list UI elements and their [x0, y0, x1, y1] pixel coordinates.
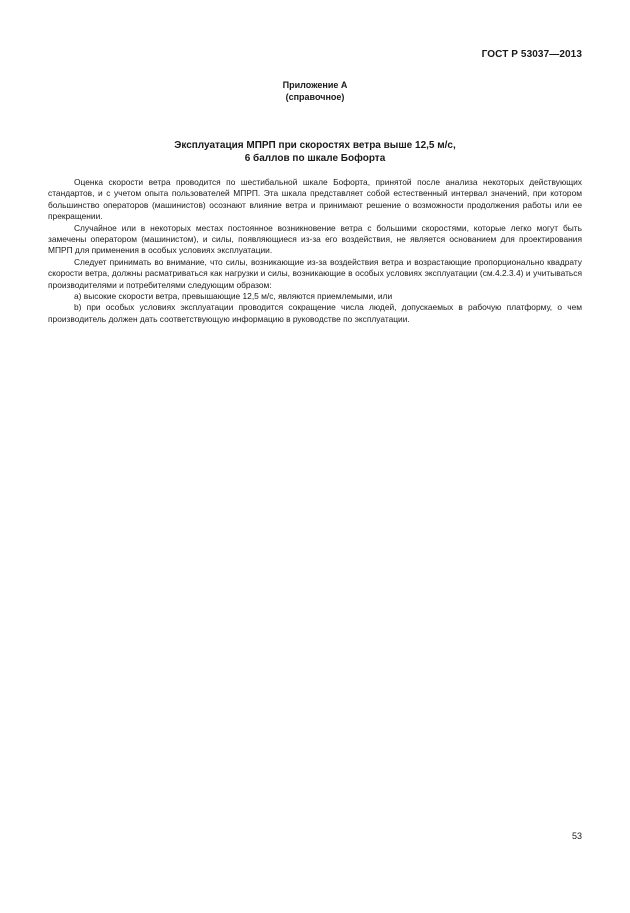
list-item-b: b) при особых условиях эксплуатации проводится сокращение числа людей, допускаемых в рабочую платформу, о чем производитель должен дать соответствующую информацию в руководстве по эксплуатации.	[48, 302, 582, 324]
list-item-a: а) высокие скорости ветра, превышающие 12,5 м/с, являются приемлемыми, или	[74, 291, 393, 302]
paragraph-wind-scale: Оценка скорости ветра проводится по шестибальной шкале Бофорта, принятой после анализа некоторых действующих стандартов, и с учетом опыта пользователей МПРП. Эта шкала представляет собой естественный интервал значений, при котором большинство операторов (машинистов) осознают влияние ветра и принимают решение о возможности продолжения работы или ее прекращении.	[48, 177, 582, 222]
section-title-line-2: 6 баллов по шкале Бофорта	[244, 153, 386, 164]
appendix-title: Приложение А	[282, 80, 348, 90]
document-code: ГОСТ Р 53037—2013	[481, 49, 582, 60]
body-text	[48, 177, 582, 325]
paragraph-random-wind: Случайное или в некоторых местах постоянное возникновение ветра с большими скоростями, которые легко могут быть замечены оператором (машинистом), и силы, появляющиеся из-за его воздействия, не является основанием для проектирования МПРП для применения в особых условиях эксплуатации.	[48, 222, 582, 256]
page-number: 53	[571, 831, 582, 841]
appendix-heading	[0, 79, 630, 103]
paragraph-wind-forces: Следует принимать во внимание, что силы, возникающие из-за воздействия ветра и возрастающие пропорционально квадрату скорости ветра, должны расматриваться как нагрузки и силы, возникающие в особых условиях эксплуатации (см.4.2.3.4) и учитываться производителями и потребителями следующим образом:	[48, 256, 582, 290]
section-title-line-1: Эксплуатация МПРП при скоростях ветра выше 12,5 м/с,	[174, 140, 456, 151]
appendix-subtitle: (справочное)	[285, 92, 345, 102]
section-title	[0, 139, 630, 165]
